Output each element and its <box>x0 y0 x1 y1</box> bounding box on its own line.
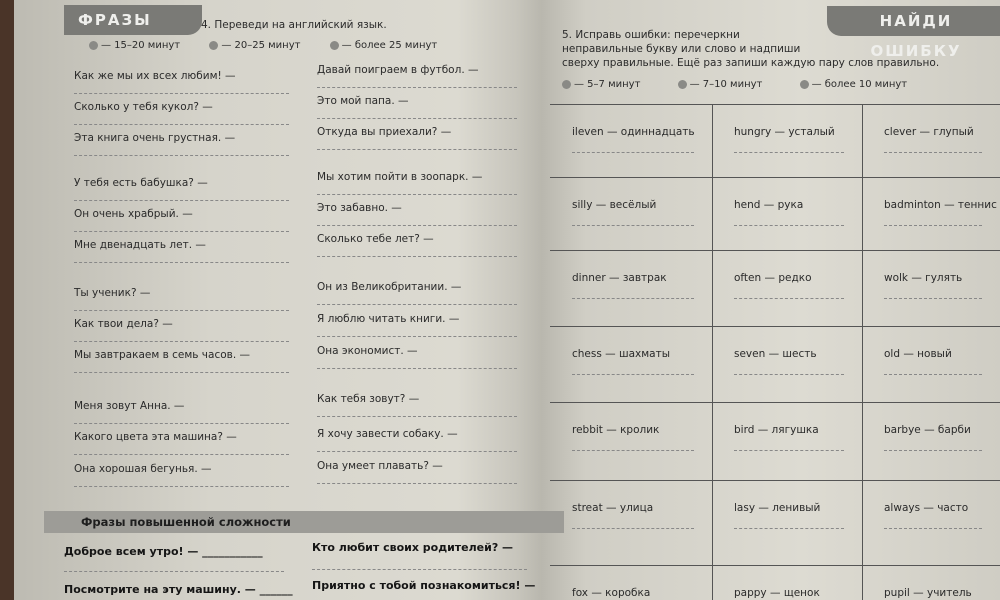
advanced-phrase: Кто любит своих родителей? — <box>312 541 514 554</box>
answer-line <box>317 87 517 88</box>
answer-line <box>734 152 844 153</box>
answer-line <box>572 374 694 375</box>
answer-line <box>74 200 289 201</box>
answer-line <box>74 372 289 373</box>
answer-line <box>884 450 982 451</box>
exercise-5-instructions: сверху правильные. Ещё раз запиши каждую пару слов правильно. <box>562 57 940 69</box>
phrase-text: Ты ученик? — <box>74 287 151 299</box>
word-pair: barbye — барби <box>884 424 971 436</box>
sad-face-icon <box>330 41 339 50</box>
answer-line <box>317 256 517 257</box>
phrase-text: Я люблю читать книги. — <box>317 313 460 325</box>
word-pair: silly — весёлый <box>572 199 657 211</box>
answer-line <box>317 483 517 484</box>
answer-line <box>74 155 289 156</box>
word-pair: streat — улица <box>572 502 654 514</box>
answer-line <box>317 304 517 305</box>
word-pair: lasy — ленивый <box>734 502 821 514</box>
answer-line <box>572 450 694 451</box>
answer-line <box>317 194 517 195</box>
advanced-phrase: Приятно с тобой познакомиться! — <box>312 579 536 592</box>
answer-line <box>74 310 289 311</box>
left-page <box>14 0 534 600</box>
answer-line <box>734 450 844 451</box>
word-pair: often — редко <box>734 272 812 284</box>
smile-face-icon <box>89 41 98 50</box>
grid-line-vertical <box>712 104 713 600</box>
answer-line <box>74 486 289 487</box>
answer-line <box>74 423 289 424</box>
answer-line <box>884 225 982 226</box>
phrase-text: Она хорошая бегунья. — <box>74 463 212 475</box>
answer-line <box>74 454 289 455</box>
phrase-text: Откуда вы приехали? — <box>317 126 452 138</box>
answer-line <box>734 298 844 299</box>
phrase-text: Это мой папа. — <box>317 95 409 107</box>
phrase-text: Как твои дела? — <box>74 318 173 330</box>
answer-line <box>572 152 694 153</box>
answer-line <box>74 341 289 342</box>
exercise-5-instructions: неправильные букву или слово и надпиши <box>562 43 801 55</box>
right-page <box>542 0 1000 600</box>
answer-line <box>884 298 982 299</box>
answer-line <box>884 152 982 153</box>
grid-line-vertical <box>862 104 863 600</box>
grid-line-horizontal <box>550 177 1000 178</box>
word-pair: pupil — учитель <box>884 587 972 599</box>
phrase-text: У тебя есть бабушка? — <box>74 177 208 189</box>
phrase-text: Мы завтракаем в семь часов. — <box>74 349 251 361</box>
phrase-text: Как же мы их всех любим! — <box>74 70 236 82</box>
answer-line <box>734 374 844 375</box>
phrase-text: Давай поиграем в футбол. — <box>317 64 479 76</box>
answer-line <box>572 528 694 529</box>
phrase-text: Он очень храбрый. — <box>74 208 193 220</box>
answer-line <box>74 262 289 263</box>
phrase-text: Сколько у тебя кукол? — <box>74 101 213 113</box>
phrase-text: Это забавно. — <box>317 202 402 214</box>
word-pair: hungry — усталый <box>734 126 835 138</box>
answer-line <box>572 225 694 226</box>
word-pair: chess — шахматы <box>572 348 671 360</box>
grid-line-horizontal <box>550 402 1000 403</box>
phrase-text: Мы хотим пойти в зоопарк. — <box>317 171 483 183</box>
time-legend-left: — 15–20 минут — 20–25 минут — более 25 минут <box>89 40 437 51</box>
section-tab-phrases: ФРАЗЫ <box>64 5 202 35</box>
word-pair: rebbit — кролик <box>572 424 660 436</box>
answer-line <box>317 118 517 119</box>
answer-line <box>884 374 982 375</box>
time-legend-right: — 5–7 минут — 7–10 минут — более 10 минут <box>562 79 907 90</box>
phrase-text: Я хочу завести собаку. — <box>317 428 458 440</box>
answer-line <box>317 416 517 417</box>
smile-face-icon <box>562 80 571 89</box>
answer-line <box>74 124 289 125</box>
answer-line <box>317 368 517 369</box>
word-pair: hend — рука <box>734 199 804 211</box>
grid-line-horizontal <box>550 104 1000 105</box>
phrase-text: Она экономист. — <box>317 345 418 357</box>
word-pair: pappy — щенок <box>734 587 820 599</box>
advanced-section-header: Фразы повышенной сложности <box>44 511 564 533</box>
answer-line <box>74 231 289 232</box>
phrase-text: Сколько тебе лет? — <box>317 233 434 245</box>
answer-line <box>317 336 517 337</box>
exercise-4-title: 4. Переведи на английский язык. <box>201 19 387 31</box>
advanced-phrase: Посмотрите на эту машину. — ______ <box>64 583 293 596</box>
section-tab-find-error: НАЙДИ ОШИБКУ <box>827 6 1000 36</box>
phrase-text: Какого цвета эта машина? — <box>74 431 237 443</box>
word-pair: fox — коробка <box>572 587 651 599</box>
phrase-text: Меня зовут Анна. — <box>74 400 185 412</box>
word-pair: dinner — завтрак <box>572 272 667 284</box>
word-pair: always — часто <box>884 502 969 514</box>
grid-line-horizontal <box>550 565 1000 566</box>
phrase-text: Как тебя зовут? — <box>317 393 420 405</box>
phrase-text: Он из Великобритании. — <box>317 281 462 293</box>
sad-face-icon <box>800 80 809 89</box>
word-pair: bird — лягушка <box>734 424 819 436</box>
phrase-text: Эта книга очень грустная. — <box>74 132 236 144</box>
word-pair: old — новый <box>884 348 952 360</box>
word-pair: seven — шесть <box>734 348 817 360</box>
answer-line <box>734 225 844 226</box>
grid-line-horizontal <box>550 480 1000 481</box>
neutral-face-icon <box>209 41 218 50</box>
word-pair: badminton — теннис <box>884 199 997 211</box>
neutral-face-icon <box>678 80 687 89</box>
answer-line <box>317 225 517 226</box>
answer-line <box>572 298 694 299</box>
answer-line <box>317 451 517 452</box>
grid-line-horizontal <box>550 250 1000 251</box>
word-pair: ileven — одиннадцать <box>572 126 695 138</box>
book-spread <box>14 0 1000 600</box>
answer-line <box>64 571 284 572</box>
answer-line <box>884 528 982 529</box>
answer-line <box>734 528 844 529</box>
word-pair: clever — глупый <box>884 126 974 138</box>
answer-line <box>74 93 289 94</box>
answer-line <box>312 569 527 570</box>
phrase-text: Мне двенадцать лет. — <box>74 239 206 251</box>
advanced-phrase: Доброе всем утро! — ___________ <box>64 545 263 558</box>
phrase-text: Она умеет плавать? — <box>317 460 443 472</box>
exercise-5-title: 5. Исправь ошибки: перечеркни <box>562 29 740 41</box>
word-pair: wolk — гулять <box>884 272 963 284</box>
grid-line-horizontal <box>550 326 1000 327</box>
answer-line <box>317 149 517 150</box>
